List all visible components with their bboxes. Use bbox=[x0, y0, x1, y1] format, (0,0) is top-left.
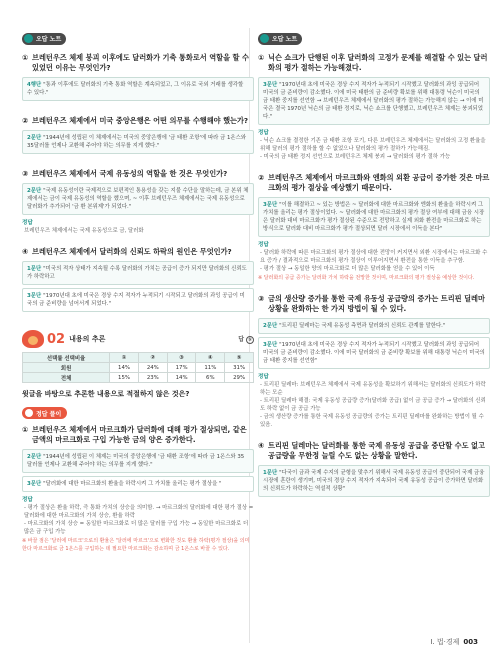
evidence-box: 2문단 "국제 유동성이란 국제적으로 보편적인 통용성을 갖는 지불 수단을 말하는데, 금 본위 체제에서는 금이 국제 유동성의 역할을 했으며, ~ 이후 브레턴우즈 체제에서는 국제 유동성으로 달러화가 추가되어 '금 환 본위제'가 되었다." bbox=[22, 183, 254, 215]
answer-bullet: - 평가 절상 → 동일한 양의 마르크화로 더 많은 달러화를 얻을 수 있어 이득 bbox=[260, 265, 435, 272]
badge-dot-icon bbox=[25, 409, 33, 417]
answer-label: 정답 bbox=[22, 497, 33, 503]
section-badge: 오답 노트 bbox=[22, 33, 66, 45]
evidence-box: 2문단 "트리핀 딜레마는 국제 유동성 측면과 달러화의 신뢰도 관계를 말한다." bbox=[258, 318, 490, 334]
table-row: 전체 15% 23% 14% 6% 29% bbox=[23, 373, 254, 383]
evidence-box: 2문단 "1944년에 성립된 이 체제는 미국의 중앙은행에 '금 태환 조항'에 따라 금 1온스와 35달러를 언제나 교환해 주어야 하는 의무를 지게 했다." bbox=[22, 449, 254, 473]
answer-label: 정답 bbox=[258, 241, 269, 248]
answer-bullet: - 금의 생산량 증가를 통한 국제 유동성 공급량의 증가는 트리핀 딜레마를 완화하는 방법이 될 수 있음. bbox=[260, 414, 484, 428]
note-text: ※ 달러화의 공급 증가는 달러화 가치 하락을 전망한 것이며, 마르크화의 평가 절상을 예상한 것이다. bbox=[258, 274, 475, 281]
evidence-box: 3문단 "이를 해결하고 ~ 있는 방법은 ~ 달러화에 대한 마르크화와 엔화의 환율을 하락시켜 그 가치를 올리는 평가 절상이었다. ~ 달러화에 대한 마르크화의 평가 절상 여부에 대해 금융 시장은 달러화 대비 마르크화가 평가 절상된 수준으로 전망하고 실제 외화 환전을 마르크화로 하는 방식으로 달러화 대비 마르크화가 평가 절상되면 달러 시장에서 이득을 본다" bbox=[258, 197, 490, 237]
evidence-box: 2문단 "1944년에 성립된 이 체제에서는 미국의 중앙은행에 '금 태환 조항'에 따라 금 1온스와 35달러를 언제나 교환해 주어야 하는 의무를 지게 했다." bbox=[22, 130, 254, 154]
checkpoint-badge: 정답 풀이 bbox=[22, 407, 67, 419]
badge-dot-icon bbox=[260, 34, 269, 43]
question-item: ③ 금의 생산량 증가를 통한 국제 유동성 공급량의 증가는 트리핀 딜레마 상황을 완화하는 한 가지 방법이 될 수 있다. bbox=[258, 294, 485, 313]
evidence-box: 3문단 "1970년대 초에 미국은 경상 수지 적자가 누적되기 시작되고 달러화의 과잉 공급이 미국의 금 준비량을 넘어서게 되었다." bbox=[22, 288, 254, 312]
answer-label: 정답 bbox=[258, 129, 269, 136]
answer-bullet: - 달러화 하락에 따른 마르크화의 평가 절상에 대한 전망이 커지면서 외환 시장에서는 마르크화 수요 증가 / 결과적으로 마르크화의 평가 절상이 이루어지면서 환전을 통한 이득을 추구함. bbox=[260, 249, 488, 264]
evidence-box: 3문단 "1970년대 초에 미국은 경상 수지 적자가 누적되기 시작했고 달러화의 과잉 공급되어 미국의 금 준비량이 감소했다. 이에 미국 달러화의 금 준비량 확보를 위해 대통령 닉슨이 미국의 금 태환 중지를 선언함" bbox=[258, 337, 490, 369]
badge-dot-icon bbox=[24, 34, 33, 43]
choice-rate-table bbox=[22, 352, 254, 383]
answer-text: 브레턴우즈 체제에서는 국제 유동성으로 금, 달러화 bbox=[24, 227, 144, 234]
question-item: ④ 브레턴우즈 체제에서 달러화의 신뢰도 하락의 원인은 무엇인가? bbox=[22, 246, 232, 256]
evidence-box: 1문단 "다국이 금과 국제 수지의 균형을 맞추기 위해서 국제 유동성 공급이 중단되어 국제 금융 시장에 혼란이 생기며, 미국의 경상 수지 적자가 지속되어 국제 유동성 공급이 증가하면 달러화의 신뢰도가 하락하는 역설적 상황" bbox=[258, 465, 490, 497]
answer-label: 정답 bbox=[22, 219, 33, 226]
answer-bullet: - 마르크화의 가치 상승 = 동일한 마르크화로 더 많은 달러를 구입 가능 → 동일한 마르크화로 더 많은 금 구입 가능 bbox=[24, 521, 249, 535]
question-item: ④ 트리핀 딜레마는 달러화를 통한 국제 유동성 공급을 중단할 수도 없고 공급량을 무한정 늘릴 수도 없는 상황을 말한다. bbox=[258, 441, 485, 460]
answer-bullet: - 트리핀 딜레마 해결: 국제 유동성 공급량 증가(달러화 공급) 없이 금 공급 증가 → 달러화의 신뢰도 하락 없이 금 공급 가능 bbox=[260, 398, 486, 412]
unit-title: 내용의 추론 bbox=[69, 335, 106, 343]
unit-number: 02 bbox=[47, 331, 66, 347]
evidence-box: 1문단 "미국의 적자 상태가 지속될 수록 달러화의 가치는 공급이 증가 되지만 달러화의 신뢰도가 하락하고 bbox=[22, 261, 254, 285]
unit-header bbox=[22, 330, 254, 348]
question-item: ② 브레턴우즈 체제에서 미국 중앙은행은 어떤 의무를 수행해야 했는가? bbox=[22, 115, 249, 125]
note-text: ※ 바꿀 점은 '달러에 마르크'으로의 환율은 '달러에 마르크'으로 변화한 것도 환율 하락(평가 절상)을 의미한다 마르크화로 금 1온스를 구입하는 데 필요한 마르크화는 감소하며 금 1온스로 바꿀 수 있다. bbox=[22, 538, 250, 552]
page-footer: Ⅰ. 법·경제 003 bbox=[430, 638, 478, 646]
page-number: 003 bbox=[463, 638, 478, 646]
answer-bullet: - 미국의 금 태환 정지 선언으로 브레턴우즈 체제 붕괴 → 달러화의 평가 절하 가능 bbox=[260, 153, 451, 160]
section-badge: 오답 노트 bbox=[258, 33, 302, 45]
unit-question: 윗글을 바탕으로 추론한 내용으로 적절하지 않은 것은? bbox=[22, 390, 190, 398]
left-column bbox=[22, 28, 254, 315]
answer-bullet: - 평가 절상은 환율 하락, 즉 통화 가치의 상승을 의미함. → 마르크화의 달러화에 대한 평가 절상 = 달러화에 대한 마르크화의 가치 상승, 환율 하락 bbox=[24, 505, 254, 519]
question-item: ① 브레턴우즈 체제 붕괴 이후에도 달러화가 기축 통화로서 역할을 할 수 있었던 이유는 무엇인가? bbox=[22, 52, 249, 72]
question-item: ① 브레턴우즈 체제에서 마르크화가 달러화에 대해 평가 절상되면, 같은 금액의 마르크화로 구입 가능한 금의 양은 증가한다. bbox=[22, 425, 247, 444]
right-column bbox=[258, 28, 490, 500]
evidence-box: 4행단 "통과 이후에도 달러화의 기축 통화 역할은 계속되었고, 그 이유로 국외 거래를 생각할 수 있다." bbox=[22, 77, 254, 101]
answer-bullet: - 트리핀 딜레마: 브레턴우즈 체제에서 국제 유동성을 확보하기 위해서는 달러화의 신뢰도가 하락하는 모순 bbox=[260, 382, 486, 396]
answer-bullet: - 닉슨 쇼크를 결정한 기존 금 태환 조항 포기, 다른 브레턴우즈 체제에서는 달러화의 고정 환율을 위해 달러의 평가 절하를 할 수 없었으나 달러화의 평가 절하가 가능해짐. bbox=[260, 137, 486, 152]
question-item: ② 브레턴우즈 체제에서 마르크화와 엔화의 외환 공급이 증가한 것은 마르크화의 평가 절상을 예상했기 때문이다. bbox=[258, 172, 490, 192]
unit-answer: 답 ⑤ bbox=[238, 336, 253, 343]
flame-icon bbox=[22, 330, 44, 348]
answer-label: 정답 bbox=[258, 374, 269, 380]
question-item: ③ 브레턴우즈 체제에서 국제 유동성의 역할을 한 것은 무엇인가? bbox=[22, 168, 228, 178]
unit-02 bbox=[22, 322, 254, 553]
table-header-row: 선택률 선택비율 ① ② ③ ④ ⑤ bbox=[23, 353, 254, 363]
evidence-box: 3문단 "달러화에 대한 마르크화의 환율을 하락시켜 그 가치를 올리는 평가 절상을 " bbox=[22, 476, 254, 492]
question-item: ① 닉슨 쇼크가 단행된 이후 달러화의 고정가 문제를 해결할 수 있는 달러화의 평가 절하는 가능해졌다. bbox=[258, 52, 488, 72]
table-row: 회원 14% 24% 17% 11% 31% bbox=[23, 363, 254, 373]
evidence-box: 3문단 "1970년대 초에 미국은 경상 수지 적자가 누적되기 시작했고 달러화의 과잉 공급되어 미국의 금 준비량이 감소했다. 이에 미국 태환의 금 준비량 확보를 위해 대통령 닉슨이 미국의 금 태환 중지를 선언함 → 브레턴우즈 체제에서 달러화의 평가 절하는 가능해지 않는 → 이에 미국은 결국 1970년 닉슨의 금 태환 정지로, 닉슨 쇼크를 단행했고, 브레턴우즈 체제는 붕괴되었다." bbox=[258, 77, 490, 125]
